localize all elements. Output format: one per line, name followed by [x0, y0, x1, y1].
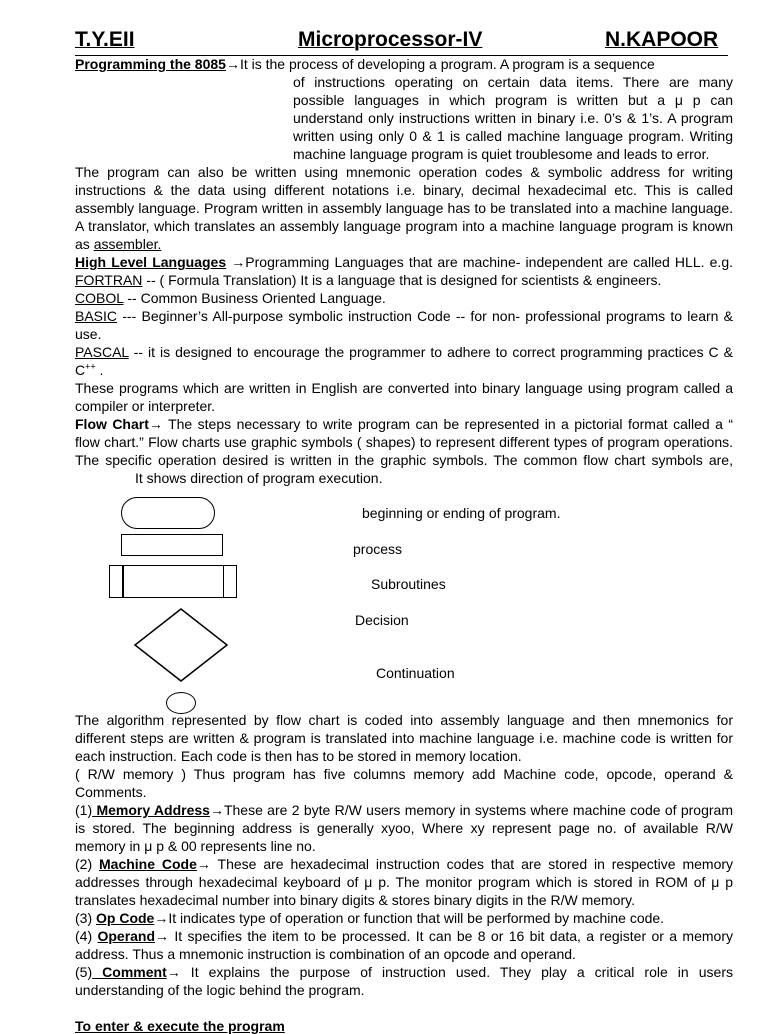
item-title: Memory Address: [92, 802, 210, 818]
cutoff-heading: To enter & execute the program: [75, 1018, 285, 1034]
arrow-symbol: →: [154, 910, 169, 926]
flowchart-symbols: [75, 487, 733, 711]
assembly-paragraph: [75, 163, 733, 253]
process-symbol: [121, 534, 223, 556]
subroutine-symbol: [109, 565, 237, 598]
flowchart-heading: Flow Chart: [75, 416, 149, 432]
flowchart-direction-note: It shows direction of program execution.: [135, 470, 383, 486]
arrow-symbol: →: [148, 416, 163, 432]
cobol-desc: -- Common Business Oriented Language.: [123, 290, 386, 306]
basic-desc: --- Beginner’s All-purpose symbolic instruction Code -- for non- professional programs to learn & use.: [75, 308, 733, 342]
arrow-symbol: →: [209, 802, 224, 818]
basic-paragraph: [75, 307, 733, 343]
connector-label: Continuation: [376, 665, 455, 681]
item-text: These are 2 byte R/W users memory in systems where machine code of program is stored. The beginning address is generally xyoo, Where xy represent page no. of available R/W memory in μ p & 00 represents line no.: [75, 802, 733, 854]
terminal-label: beginning or ending of program.: [362, 505, 561, 521]
pascal-paragraph: [75, 343, 733, 379]
item-comment: [75, 963, 733, 999]
item-number: (4): [75, 928, 98, 944]
header-class: T.Y.EII: [75, 28, 135, 51]
terminal-symbol: [121, 497, 215, 529]
item-memory-address: [75, 801, 733, 855]
item-machine-code: [75, 855, 733, 909]
hll-heading: High Level Languages: [75, 254, 227, 270]
assembly-text: The program can also be written using mnemonic operation codes & symbolic address for writing instructions & the data using different notations i.e. binary, decimal hexadecimal etc. This is called assembly language. Program written in assembly language has to be translated into a machine language. A translator, which translates an assembly language program into a machine language program is known as: [75, 164, 733, 252]
cobol-term: COBOL: [75, 290, 124, 306]
flowchart-paragraph: [75, 415, 733, 487]
flowchart-text: The steps necessary to write program can be represented in a pictorial format called a “ flow chart.” Flow charts use graphic symbols ( shapes) to represent different types of program operations. The specific operation desired is written in the graphic symbols. The common flow chart symbols are,: [75, 416, 733, 468]
hll-text: Programming Languages that are machine- independent are called HLL. e.g.: [245, 254, 733, 270]
arrow-symbol: →: [196, 856, 211, 872]
item-number: (5): [75, 964, 93, 980]
item-text: It indicates type of operation or function that will be performed by machine code.: [168, 910, 665, 926]
intro-heading: Programming the 8085: [75, 56, 226, 72]
columns-paragraph: ( R/W memory ) Thus program has five columns memory add Machine code, opcode, operand & Comments.: [75, 766, 733, 800]
item-number: (2): [75, 856, 99, 872]
algorithm-paragraph: The algorithm represented by flow chart is coded into assembly language and then mnemonics for different steps are written & program is translated into machine language i.e. machine code is written for each instruction. Each code is then has to be stored in memory location.: [75, 712, 733, 764]
decision-symbol: [133, 607, 229, 683]
document-body: [75, 55, 733, 999]
compiler-paragraph: These programs which are written in English are converted into binary language using program called a compiler or interpreter.: [75, 380, 733, 414]
page-header: [75, 28, 728, 56]
header-subject: Microprocessor-IV: [298, 28, 483, 51]
item-text: These are hexadecimal instruction codes that are stored in respective memory addresses through hexadecimal keyboard of μ p. The monitor program which is stored in ROM of μ p translates hexadecimal number into binary digits & stores binary digits in the R/W memory.: [75, 856, 734, 908]
connector-symbol: [166, 692, 196, 714]
intro-paragraph: [75, 55, 733, 163]
intro-line1: It is the process of developing a program. A program is a sequence: [239, 56, 655, 72]
subroutine-label: Subroutines: [371, 576, 446, 592]
arrow-symbol: →: [166, 964, 181, 980]
header-author: N.KAPOOR: [605, 28, 719, 51]
cpp-superscript: ++: [85, 361, 96, 372]
hll-paragraph: [75, 253, 733, 289]
arrow-symbol: →: [231, 254, 246, 270]
fortran-term: FORTRAN: [75, 272, 143, 288]
item-title: Machine Code: [99, 856, 197, 872]
item-title: Operand: [97, 928, 156, 944]
pascal-term: PASCAL: [75, 344, 129, 360]
item-op-code: [75, 909, 733, 927]
process-label: process: [353, 541, 403, 557]
pascal-desc: -- it is designed to encourage the programmer to adhere to correct programming practices C & C: [75, 344, 733, 378]
pascal-end: .: [95, 362, 104, 378]
arrow-symbol: →: [225, 56, 240, 72]
item-title: Op Code: [96, 910, 155, 926]
arrow-symbol: →: [155, 928, 170, 944]
item-text: It explains the purpose of instruction used. They play a critical role in users understanding of the logic behind the program.: [75, 964, 733, 998]
item-number: (3): [75, 910, 96, 926]
item-operand: [75, 927, 733, 963]
decision-label: Decision: [355, 612, 409, 628]
intro-text: of instructions operating on certain data items. There are many possible languages in which program is written but a μ p can understand only instructions written in binary i.e. 0’s & 1’s. A program written using only 0 & 1 is called machine language program. Writing machine language program is quiet troublesome and leads to error.: [293, 74, 733, 162]
item-number: (1): [75, 802, 93, 818]
basic-term: BASIC: [75, 308, 118, 324]
item-title: Comment: [92, 964, 167, 980]
fortran-desc: -- ( Formula Translation) It is a language that is designed for scientists & engineers.: [142, 272, 662, 288]
cobol-paragraph: [75, 289, 733, 307]
assembler-term: assembler.: [93, 236, 162, 252]
item-text: It specifies the item to be processed. It can be 8 or 16 bit data, a register or a memory address. Thus a mnemonic instruction is combination of an opcode and operand.: [75, 928, 733, 962]
